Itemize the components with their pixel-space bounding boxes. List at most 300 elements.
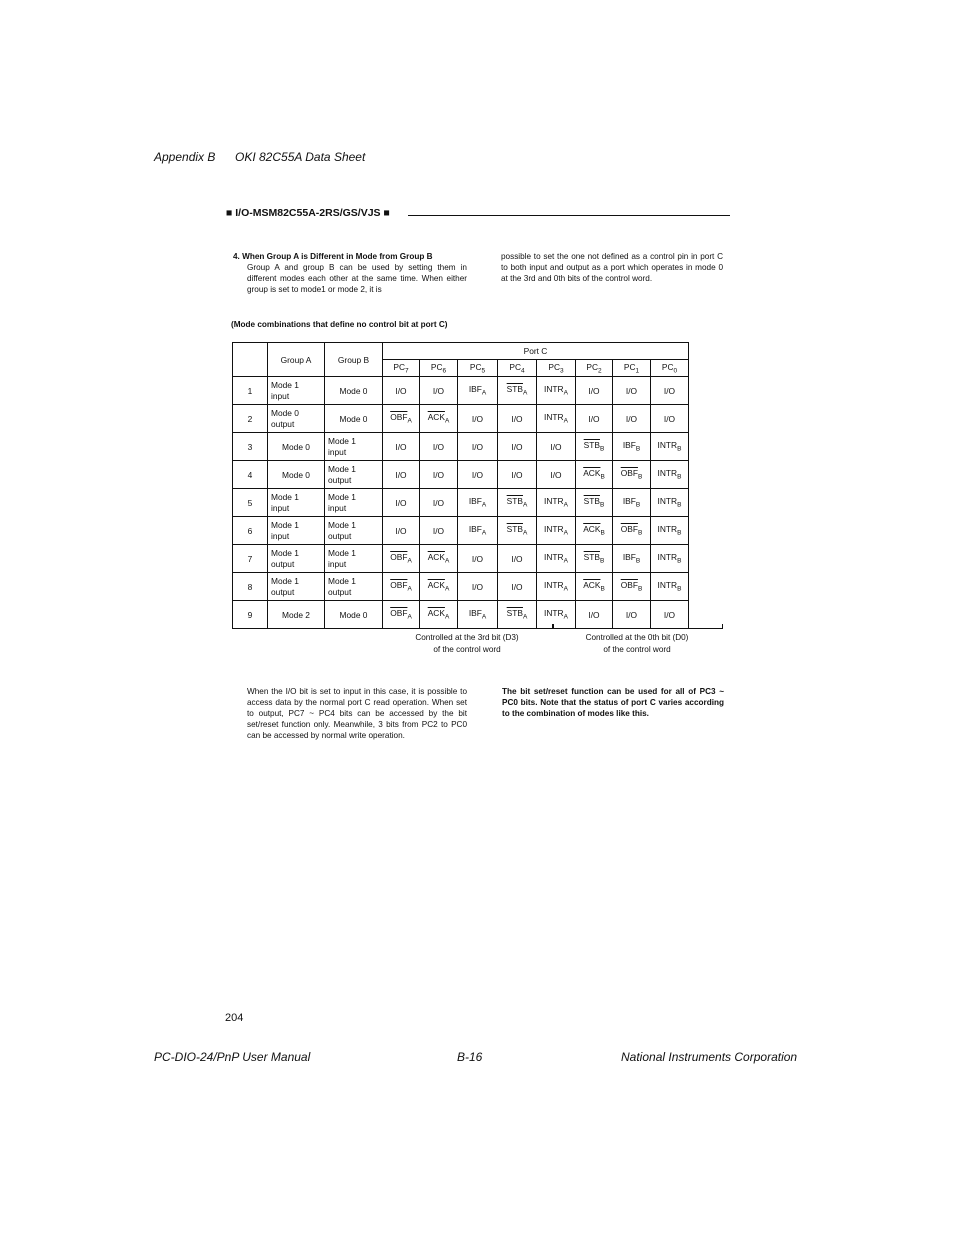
pc-base-text: PC — [548, 361, 560, 372]
signal-name: I/O — [588, 413, 600, 424]
port-c-signal-cell — [613, 573, 651, 601]
port-c-signal-cell — [613, 405, 651, 433]
signal-name: I/O — [395, 469, 407, 480]
signal-name: IBF — [468, 384, 482, 395]
signal-group-subscript: A — [444, 557, 450, 565]
pc-base-text: PC — [430, 361, 443, 372]
signal-group-subscript: A — [407, 613, 412, 621]
port-c-signal-cell — [383, 377, 420, 405]
group-b-cell-line: Mode 0 — [339, 385, 368, 396]
signal-name: INTR — [544, 496, 564, 507]
pc-bit-subscript: 7 — [405, 367, 409, 375]
port-c-signal-cell — [498, 433, 537, 461]
port-c-signal-cell — [651, 433, 689, 461]
port-c-signal-cell — [576, 489, 613, 517]
signal-name: I/O — [511, 413, 523, 424]
signal-name: $\overline{STB}$ — [583, 552, 600, 563]
footer-manual-title: PC-DIO-24/PnP User Manual — [154, 1050, 311, 1064]
port-c-signal-cell — [537, 433, 576, 461]
group-a-header: Group A — [268, 343, 325, 377]
group-b-cell — [325, 601, 383, 629]
signal-name: $\overline{ACK}$ — [427, 412, 445, 423]
port-c-signal-cell — [458, 489, 498, 517]
port-c-signal-cell — [651, 545, 689, 573]
signal-group-subscript: A — [563, 557, 568, 565]
row-number-cell-line: 2 — [247, 413, 253, 424]
port-c-header: Port C — [383, 343, 689, 360]
port-c-signal-cell — [383, 517, 420, 545]
signal-group-subscript: A — [481, 613, 487, 621]
group-b-cell-line: Mode 1 — [328, 491, 356, 502]
signal-name: I/O — [432, 441, 445, 452]
group-a-cell-line: Mode 1 — [271, 575, 299, 586]
port-c-signal-cell — [651, 461, 689, 489]
signal-group-subscript: B — [599, 501, 605, 509]
signal-group-subscript: B — [600, 473, 605, 481]
signal-name: IBF — [468, 608, 482, 619]
footer-corporation: National Instruments Corporation — [621, 1050, 798, 1064]
group-b-cell-line: Mode 0 — [339, 413, 368, 424]
signal-name: $\overline{OBF}$ — [620, 524, 638, 535]
pc-base-text: PC — [623, 361, 636, 372]
port-c-signal-cell — [420, 545, 458, 573]
signal-group-subscript: B — [635, 557, 641, 565]
group-b-cell-line: Mode 1 — [328, 575, 356, 586]
group-b-cell — [325, 545, 383, 573]
port-c-signal-cell — [383, 573, 420, 601]
signal-group-subscript: B — [637, 529, 643, 537]
signal-name: I/O — [471, 469, 484, 480]
signal-name: I/O — [550, 469, 562, 480]
row-number-cell — [233, 489, 268, 517]
port-c-signal-cell — [576, 405, 613, 433]
group-b-cell-line: input — [328, 558, 347, 569]
signal-name: I/O — [395, 385, 407, 396]
signal-name: I/O — [625, 385, 638, 396]
signal-name: IBF — [622, 440, 636, 451]
group-a-cell-line: Mode 1 — [271, 379, 299, 390]
signal-name: $\overline{ACK}$ — [427, 608, 445, 619]
pc-base-text: PC — [586, 361, 598, 372]
port-c-signal-cell — [498, 489, 537, 517]
section-rule — [408, 215, 730, 216]
signal-name: I/O — [395, 441, 407, 452]
port-c-signal-cell — [537, 405, 576, 433]
group-b-cell-line: Mode 1 — [328, 519, 356, 530]
signal-name: INTR — [544, 524, 564, 535]
signal-group-subscript: A — [522, 529, 528, 537]
header-title: OKI 82C55A Data Sheet — [235, 150, 366, 164]
signal-group-subscript: A — [444, 585, 450, 593]
table-caption: (Mode combinations that define no control bit at port C) — [231, 320, 448, 329]
signal-name: $\overline{OBF}$ — [620, 580, 638, 591]
table-row — [233, 517, 689, 545]
port-c-signal-cell — [613, 377, 651, 405]
signal-name: $\overline{ACK}$ — [427, 580, 445, 591]
table-row — [233, 545, 689, 573]
brace-left — [382, 624, 554, 629]
signal-name: I/O — [663, 385, 676, 396]
row-number-cell-line: 1 — [247, 385, 253, 396]
pc-base-text: PC — [661, 361, 674, 372]
port-c-signal-cell — [383, 545, 420, 573]
port-c-signal-cell — [383, 405, 420, 433]
signal-name: I/O — [432, 385, 445, 396]
signal-group-subscript: A — [563, 613, 568, 621]
signal-group-subscript: A — [407, 417, 412, 425]
pc-base-text: PC — [393, 361, 405, 372]
port-c-signal-cell — [420, 405, 458, 433]
signal-name: INTR — [657, 468, 678, 479]
port-c-signal-cell — [537, 573, 576, 601]
group-a-cell — [268, 601, 325, 629]
signal-group-subscript: B — [677, 529, 682, 537]
note-left-line-2: of the control word — [433, 645, 501, 654]
pc-bit-subscript: 4 — [521, 367, 525, 375]
port-c-signal-cell — [458, 461, 498, 489]
signal-group-subscript: A — [563, 529, 568, 537]
signal-name: $\overline{ACK}$ — [583, 580, 601, 591]
signal-name: I/O — [471, 581, 484, 592]
signal-name: $\overline{STB}$ — [506, 524, 523, 535]
bottom-right-paragraph: The bit set/reset function can be used for all of PC3 ~ PC0 bits. Note that the status of port C varies according to the combination of modes like this. — [502, 687, 724, 718]
group-b-cell-line: Mode 1 — [328, 463, 356, 474]
port-c-signal-cell — [420, 489, 458, 517]
port-c-signal-cell — [651, 573, 689, 601]
pc-bit-subscript: 1 — [635, 367, 640, 375]
port-c-signal-cell — [537, 545, 576, 573]
footer-page-number: B-16 — [457, 1050, 483, 1064]
port-c-signal-cell — [537, 461, 576, 489]
signal-group-subscript: B — [599, 557, 605, 565]
group-a-cell — [268, 489, 325, 517]
group-a-cell-line: Mode 0 — [271, 407, 299, 418]
group-a-cell-line: Mode 1 — [271, 491, 299, 502]
signal-group-subscript: A — [407, 585, 412, 593]
group-a-cell-line: Mode 2 — [282, 609, 310, 620]
signal-name: $\overline{STB}$ — [506, 496, 523, 507]
signal-name: $\overline{STB}$ — [583, 440, 600, 451]
port-c-signal-cell — [383, 433, 420, 461]
group-b-cell-line: input — [328, 446, 347, 457]
pc-bit-subscript: 0 — [673, 367, 678, 375]
signal-group-subscript: B — [677, 445, 682, 453]
group-a-cell — [268, 377, 325, 405]
intro-left-paragraph — [233, 251, 467, 295]
port-c-signal-cell — [651, 405, 689, 433]
table-row — [233, 405, 689, 433]
group-a-cell — [268, 545, 325, 573]
signal-group-subscript: A — [563, 389, 568, 397]
row-number-cell-line: 6 — [247, 525, 253, 536]
port-c-signal-cell — [537, 377, 576, 405]
group-b-cell-line: Mode 1 — [328, 435, 356, 446]
pc5-header — [458, 360, 498, 377]
group-b-cell — [325, 433, 383, 461]
port-c-signal-cell — [498, 405, 537, 433]
group-b-cell-line: output — [328, 586, 352, 597]
signal-group-subscript: A — [522, 501, 528, 509]
table-row — [233, 573, 689, 601]
group-a-cell-line: Mode 0 — [282, 469, 310, 480]
row-number-cell — [233, 433, 268, 461]
mode-combination-table — [232, 342, 689, 629]
signal-name: IBF — [468, 496, 482, 507]
pc2-header — [576, 360, 613, 377]
row-number-cell — [233, 517, 268, 545]
signal-group-subscript: B — [677, 585, 682, 593]
row-number-cell-line: 9 — [247, 609, 253, 620]
signal-group-subscript: A — [563, 417, 568, 425]
row-number-cell-line: 7 — [247, 553, 253, 564]
port-c-signal-cell — [651, 489, 689, 517]
group-a-cell — [268, 433, 325, 461]
signal-name: IBF — [622, 552, 636, 563]
signal-name: I/O — [395, 497, 407, 508]
note-left — [392, 632, 542, 656]
signal-name: $\overline{OBF}$ — [390, 608, 408, 619]
row-number-cell-line: 5 — [247, 497, 253, 508]
signal-group-subscript: B — [637, 585, 643, 593]
table-body — [233, 377, 689, 629]
group-a-cell-line: output — [271, 558, 295, 569]
signal-group-subscript: B — [635, 501, 641, 509]
signal-group-subscript: B — [677, 557, 682, 565]
row-number-cell-line: 8 — [247, 581, 253, 592]
intro-left-body: Group A and group B can be used by setting them in different modes each other at the same time. When either group is set to mode1 or mode 2, it is — [247, 263, 467, 294]
signal-group-subscript: A — [444, 417, 450, 425]
signal-name: I/O — [432, 469, 445, 480]
signal-name: I/O — [588, 609, 600, 620]
table-row — [233, 433, 689, 461]
group-a-cell-line: Mode 0 — [282, 441, 310, 452]
signal-name: INTR — [657, 552, 678, 563]
group-b-cell-line: output — [328, 530, 352, 541]
group-a-cell-line: input — [271, 502, 290, 513]
group-b-cell — [325, 573, 383, 601]
pc-bit-subscript: 5 — [481, 367, 486, 375]
row-number-cell — [233, 545, 268, 573]
group-a-cell-line: input — [271, 530, 290, 541]
group-a-cell — [268, 517, 325, 545]
bottom-left-paragraph: When the I/O bit is set to input in this case, it is possible to access data by the normal port C read operation. When set to output, PC7 ~ PC4 bits can be accessed by the bit set/reset function only. Meanwhile, 3 bits from PC2 to PC0 can be accessed by normal write operation. — [247, 687, 467, 740]
port-c-signal-cell — [537, 489, 576, 517]
pc6-header — [420, 360, 458, 377]
port-c-signal-cell — [576, 461, 613, 489]
port-c-signal-cell — [613, 545, 651, 573]
group-a-cell-line: Mode 1 — [271, 547, 299, 558]
signal-name: $\overline{ACK}$ — [427, 552, 445, 563]
signal-group-subscript: A — [407, 557, 412, 565]
signal-group-subscript: A — [563, 501, 568, 509]
signal-name: INTR — [544, 580, 564, 591]
signal-name: I/O — [471, 553, 484, 564]
signal-name: INTR — [657, 580, 678, 591]
port-c-signal-cell — [458, 405, 498, 433]
pc-bit-subscript: 3 — [560, 367, 564, 375]
group-b-cell-line: output — [328, 474, 352, 485]
signal-group-subscript: A — [522, 389, 528, 397]
port-c-signal-cell — [458, 545, 498, 573]
group-a-cell-line: input — [271, 390, 290, 401]
group-b-cell — [325, 489, 383, 517]
signal-group-subscript: A — [522, 613, 528, 621]
signal-group-subscript: B — [600, 585, 605, 593]
pc-bit-subscript: 6 — [442, 367, 447, 375]
signal-group-subscript: B — [635, 445, 641, 453]
signal-group-subscript: A — [563, 585, 568, 593]
signal-name: $\overline{ACK}$ — [583, 524, 601, 535]
table-row — [233, 461, 689, 489]
signal-name: I/O — [471, 441, 484, 452]
header-appendix: Appendix B — [154, 150, 216, 164]
signal-name: $\overline{STB}$ — [506, 608, 523, 619]
pc-base-text: PC — [469, 361, 482, 372]
port-c-signal-cell — [613, 461, 651, 489]
port-c-signal-cell — [458, 433, 498, 461]
port-c-signal-cell — [498, 545, 537, 573]
row-number-cell-line: 3 — [247, 441, 253, 452]
group-a-cell — [268, 573, 325, 601]
group-a-cell — [268, 461, 325, 489]
signal-name: INTR — [657, 524, 678, 535]
signal-name: INTR — [657, 440, 678, 451]
row-number-cell — [233, 573, 268, 601]
group-a-cell — [268, 405, 325, 433]
signal-group-subscript: B — [637, 473, 643, 481]
signal-group-subscript: B — [599, 445, 605, 453]
signal-group-subscript: B — [600, 529, 605, 537]
group-b-cell — [325, 517, 383, 545]
port-c-signal-cell — [613, 489, 651, 517]
pc1-header — [613, 360, 651, 377]
signal-name: I/O — [432, 525, 445, 536]
note-right-line-1: Controlled at the 0th bit (D0) — [585, 633, 689, 642]
row-number-cell — [233, 461, 268, 489]
row-number-cell — [233, 601, 268, 629]
port-c-signal-cell — [576, 545, 613, 573]
intro-right-paragraph: possible to set the one not defined as a control pin in port C to both input and output as a port which operates in mode 0 at the 3rd and 0th bits of the control word. — [501, 252, 723, 283]
signal-group-subscript: A — [444, 613, 450, 621]
signal-name: $\overline{OBF}$ — [620, 468, 638, 479]
signal-name: I/O — [432, 497, 445, 508]
group-a-cell-line: Mode 1 — [271, 519, 299, 530]
port-c-signal-cell — [498, 377, 537, 405]
signal-group-subscript: A — [481, 389, 487, 397]
signal-name: $\overline{OBF}$ — [390, 580, 408, 591]
group-a-cell-line: output — [271, 418, 295, 429]
signal-name: I/O — [395, 525, 407, 536]
port-c-signal-cell — [420, 377, 458, 405]
signal-name: I/O — [511, 581, 523, 592]
note-left-line-1: Controlled at the 3rd bit (D3) — [415, 633, 519, 642]
signal-name: $\overline{STB}$ — [506, 384, 523, 395]
page-number: 204 — [225, 1012, 244, 1024]
port-c-signal-cell — [498, 573, 537, 601]
signal-name: $\overline{OBF}$ — [390, 552, 408, 563]
group-a-cell-line: output — [271, 586, 295, 597]
port-c-signal-cell — [498, 517, 537, 545]
pc7-header — [383, 360, 420, 377]
signal-name: I/O — [663, 413, 676, 424]
pc3-header — [537, 360, 576, 377]
signal-name: $\overline{ACK}$ — [583, 468, 601, 479]
signal-name: I/O — [511, 553, 523, 564]
pc4-header — [498, 360, 537, 377]
port-c-signal-cell — [651, 517, 689, 545]
pc0-header — [651, 360, 689, 377]
intro-lead-heading: 4. When Group A is Different in Mode from Group B — [233, 252, 433, 261]
port-c-signal-cell — [576, 517, 613, 545]
port-c-signal-cell — [458, 377, 498, 405]
pc-base-text: PC — [509, 361, 521, 372]
port-c-signal-cell — [613, 433, 651, 461]
note-right-line-2: of the control word — [603, 645, 671, 654]
table-row — [233, 377, 689, 405]
signal-name: $\overline{STB}$ — [583, 496, 600, 507]
signal-name: INTR — [544, 608, 564, 619]
row-number-header — [233, 343, 268, 377]
group-b-cell — [325, 377, 383, 405]
note-right — [562, 632, 712, 656]
port-c-signal-cell — [383, 461, 420, 489]
signal-group-subscript: A — [481, 529, 487, 537]
signal-name: INTR — [544, 412, 564, 423]
row-number-cell — [233, 377, 268, 405]
signal-name: I/O — [471, 413, 484, 424]
port-c-signal-cell — [498, 461, 537, 489]
port-c-signal-cell — [458, 573, 498, 601]
group-b-header: Group B — [325, 343, 383, 377]
signal-name: I/O — [550, 441, 562, 452]
port-c-signal-cell — [576, 377, 613, 405]
group-b-cell — [325, 461, 383, 489]
signal-name: I/O — [663, 609, 676, 620]
signal-name: INTR — [544, 384, 564, 395]
signal-name: IBF — [622, 496, 636, 507]
signal-group-subscript: B — [677, 501, 682, 509]
port-c-signal-cell — [420, 433, 458, 461]
signal-name: I/O — [625, 413, 638, 424]
signal-name: I/O — [511, 441, 523, 452]
row-number-cell-line: 4 — [247, 469, 253, 480]
port-c-signal-cell — [651, 377, 689, 405]
group-b-cell-line: Mode 1 — [328, 547, 356, 558]
signal-name: INTR — [657, 496, 678, 507]
port-c-signal-cell — [383, 489, 420, 517]
signal-name: I/O — [625, 609, 638, 620]
port-c-signal-cell — [537, 517, 576, 545]
port-c-signal-cell — [420, 517, 458, 545]
signal-group-subscript: A — [481, 501, 487, 509]
group-b-cell-line: Mode 0 — [339, 609, 368, 620]
signal-name: I/O — [511, 469, 523, 480]
signal-name: I/O — [588, 385, 600, 396]
port-c-signal-cell — [613, 517, 651, 545]
brace-right — [552, 624, 723, 629]
signal-group-subscript: B — [677, 473, 682, 481]
port-c-signal-cell — [458, 517, 498, 545]
port-c-signal-cell — [420, 573, 458, 601]
port-c-signal-cell — [576, 433, 613, 461]
port-c-signal-cell — [420, 461, 458, 489]
signal-name: IBF — [468, 524, 482, 535]
section-heading: ■ I/O-MSM82C55A-2RS/GS/VJS ■ — [226, 207, 390, 219]
table-row — [233, 489, 689, 517]
pc-bit-subscript: 2 — [598, 367, 602, 375]
signal-name: INTR — [544, 552, 564, 563]
signal-name: $\overline{OBF}$ — [390, 412, 408, 423]
